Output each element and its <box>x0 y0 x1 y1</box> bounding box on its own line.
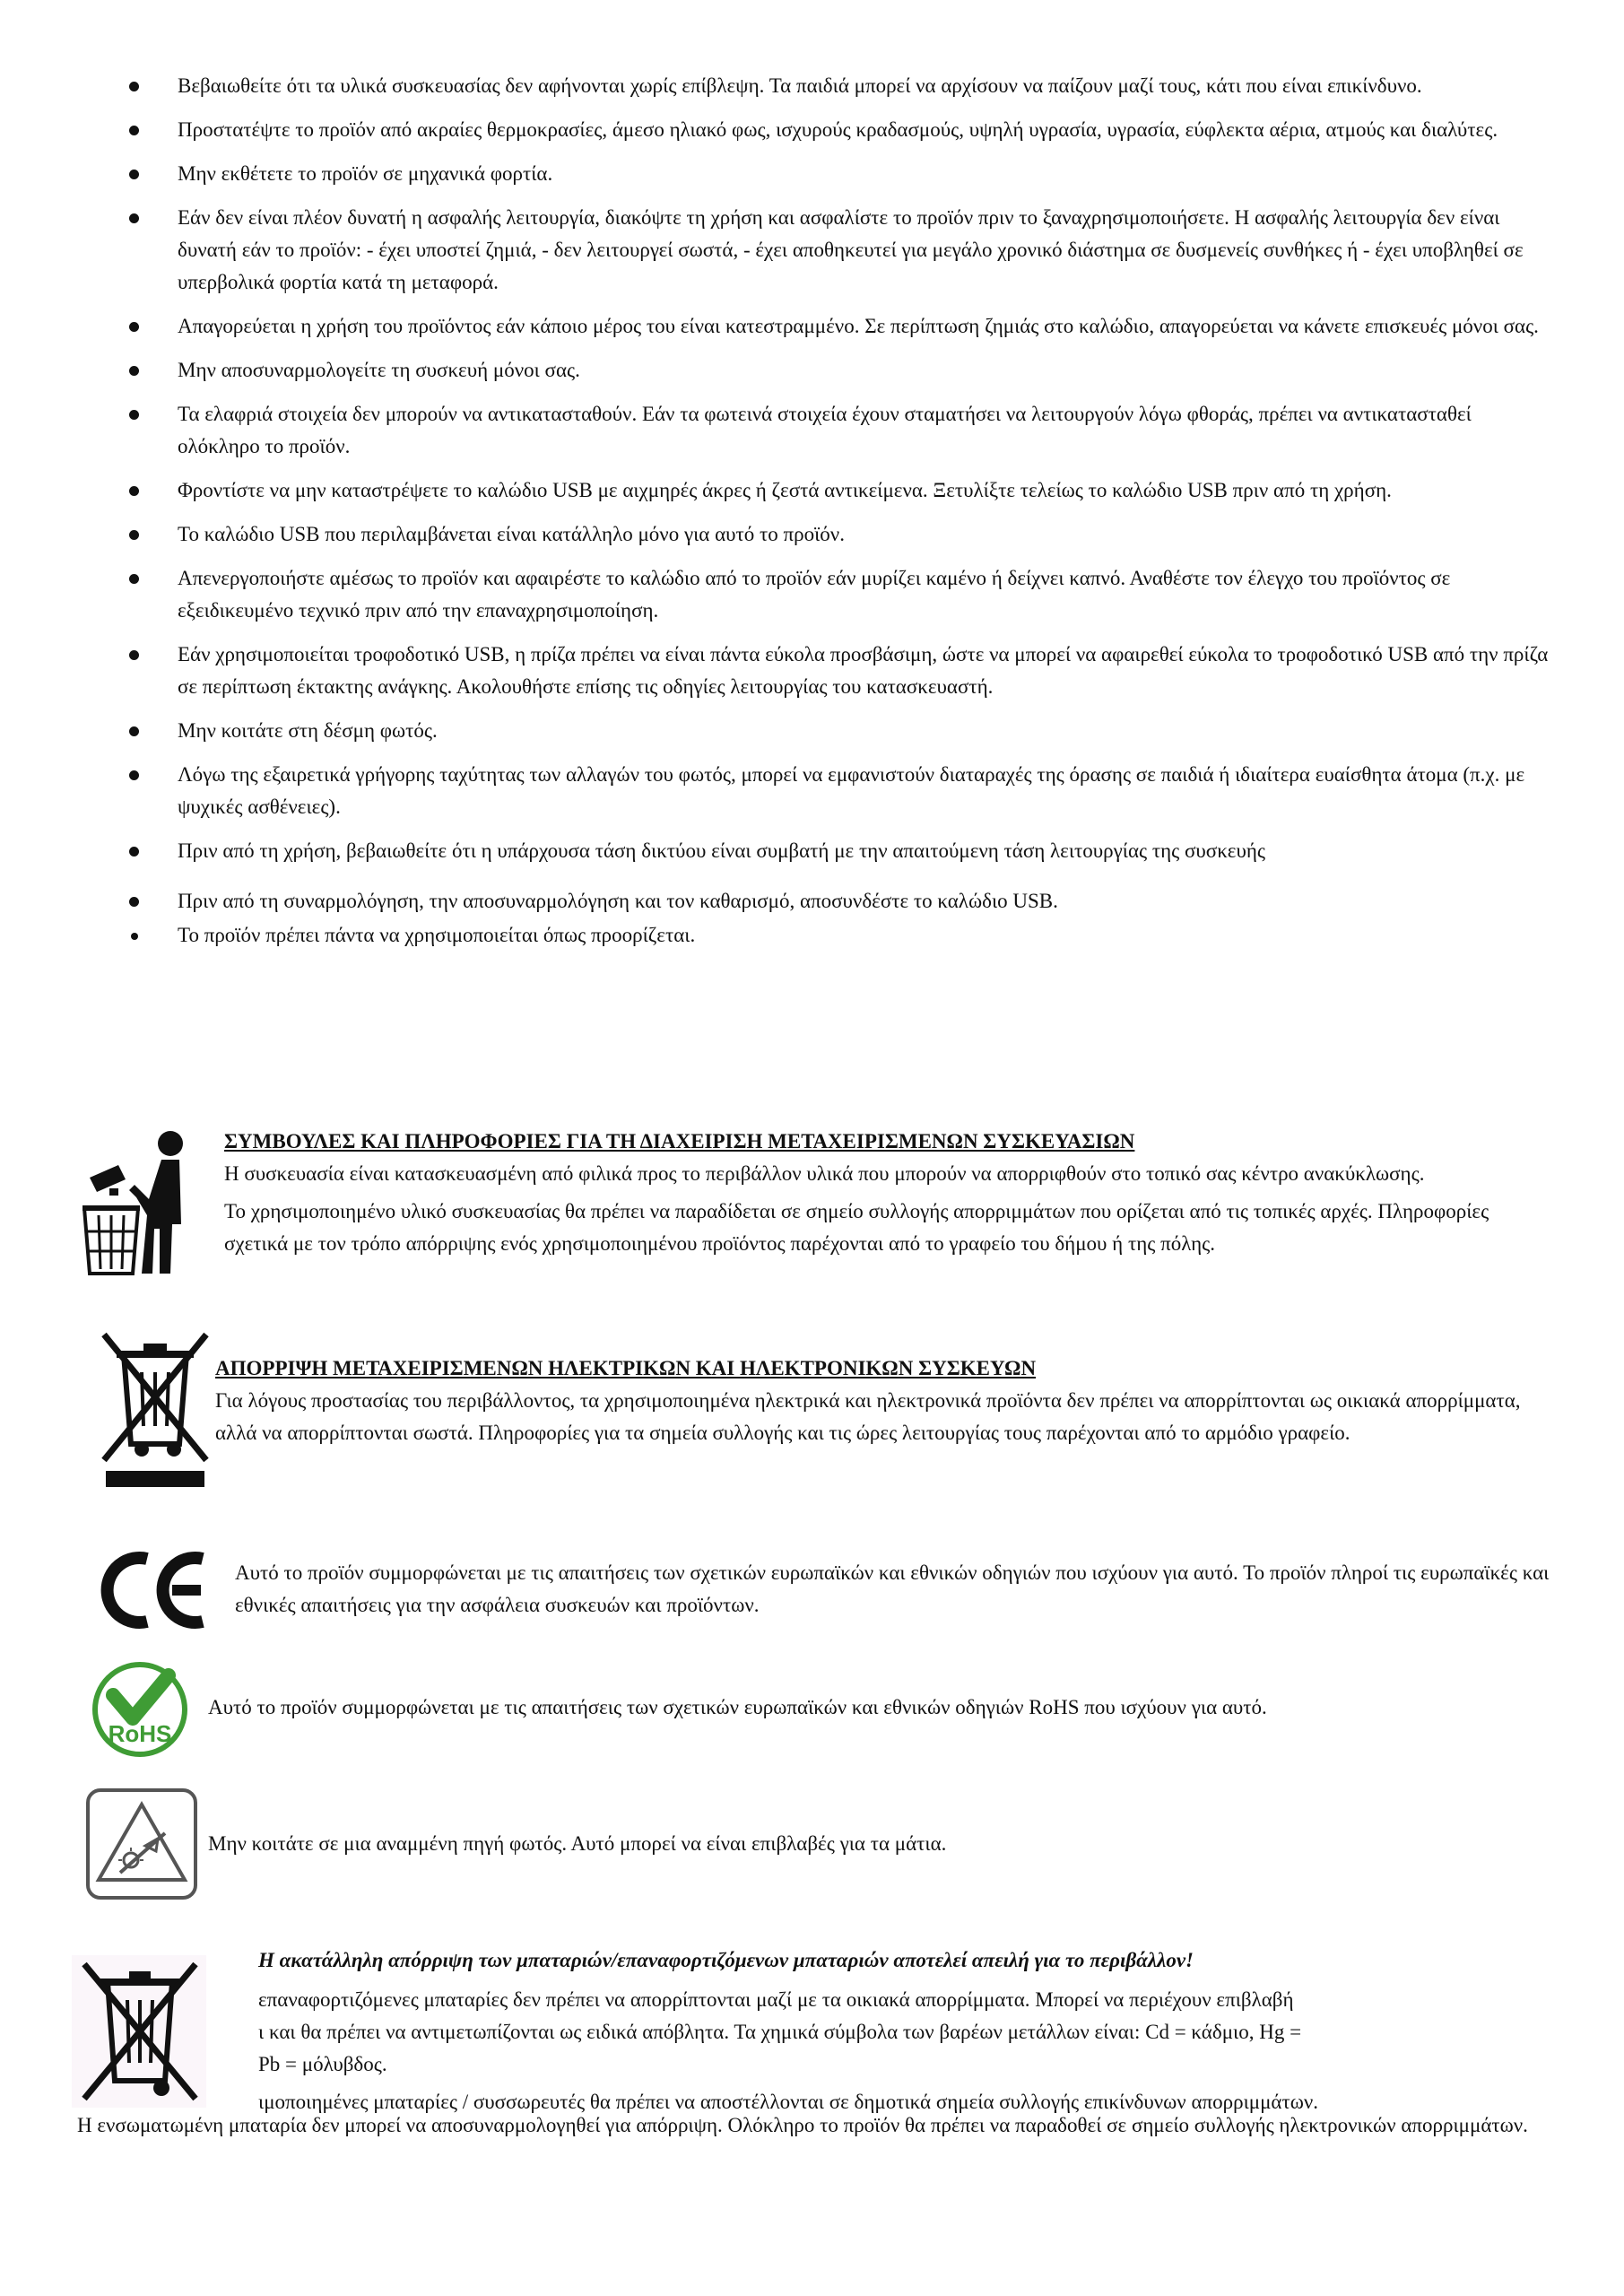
bullet-item: Πριν από τη χρήση, βεβαιωθείτε ότι η υπάρχουσα τάση δικτύου είναι συμβατή με την απαιτούμενη τάση λειτουργίας της συσκευής <box>126 835 1551 867</box>
bullet-item: Το προϊόν πρέπει πάντα να χρησιμοποιείται όπως προορίζεται. <box>126 919 1551 952</box>
rohs-section <box>208 1692 1553 1729</box>
rohs-icon <box>90 1659 190 1760</box>
rohs-paragraph: Αυτό το προϊόν συμμορφώνεται με τις απαιτήσεις των σχετικών ευρωπαϊκών και εθνικών οδηγιών RoHS που ισχύουν για αυτό. <box>208 1696 1267 1718</box>
battery-line: ιμοποιημένες μπαταρίες / συσσωρευτές θα πρέπει να αποστέλλονται σε δημοτικά σημεία συλλογής επικίνδυνων απορριμμάτων. <box>258 2091 1318 2113</box>
battery-embedded-paragraph: Η ενσωματωμένη μπαταρία δεν μπορεί να αποσυναρμολογηθεί για απόρριψη. Ολόκληρο το προϊόν θα πρέπει να παραδοθεί σε σημείο συλλογής ηλεκτρονικών απορριμμάτων. <box>77 2114 1528 2136</box>
litter-bin-icon <box>83 1126 201 1278</box>
bullet-dot <box>129 213 139 223</box>
bullet-item: Μην εκθέτετε το προϊόν σε μηχανικά φορτία. <box>126 158 1551 190</box>
bullet-dot <box>129 410 139 420</box>
packaging-section <box>224 1126 1551 1265</box>
safety-bullet-list <box>126 70 1551 963</box>
battery-section <box>258 1944 1550 2118</box>
bullet-item: Λόγω της εξαιρετικά γρήγορης ταχύτητας των αλλαγών του φωτός, μπορεί να εμφανιστούν διαταραχές της όρασης σε παιδιά ή ιδιαίτερα ευαίσθητα άτομα (π.χ. με ψυχικές ασθένειες). <box>126 759 1551 823</box>
bullet-item: Φροντίστε να μην καταστρέψετε το καλώδιο USB με αιχμηρές άκρες ή ζεστά αντικείμενα. Ξετυλίξτε τελείως το καλώδιο USB πριν από τη χρήση. <box>126 474 1551 507</box>
bullet-item: Βεβαιωθείτε ότι τα υλικά συσκευασίας δεν αφήνονται χωρίς επίβλεψη. Τα παιδιά μπορεί να αρχίσουν να παίζουν μαζί τους, κάτι που είναι επικίνδυνο. <box>126 70 1551 102</box>
weee-paragraph: Για λόγους προστασίας του περιβάλλοντος, τα χρησιμοποιημένα ηλεκτρικά και ηλεκτρονικά προϊόντα δεν πρέπει να απορρίπτονται ως οικιακά απορρίμματα, αλλά να απορρίπτονται σωστά. Πληροφορίες για τα σημεία συλλογής και τις ώρες λειτουργίας τους παρέχονται από το αρμόδιο γραφείο. <box>215 1389 1521 1444</box>
ce-paragraph: Αυτό το προϊόν συμμορφώνεται με τις απαιτήσεις των σχετικών ευρωπαϊκών και εθνικών οδηγιών που ισχύουν για αυτό. Το προϊόν πληροί τις ευρωπαϊκές και εθνικές απαιτήσεις για την ασφάλεια συσκευών και προϊόντων. <box>235 1561 1550 1616</box>
bullet-item: Απαγορεύεται η χρήση του προϊόντος εάν κάποιο μέρος του είναι κατεστραμμένο. Σε περίπτωση ζημιάς στο καλώδιο, απαγορεύεται να κάνετε επισκευές μόνοι σας. <box>126 310 1551 343</box>
packaging-paragraph: Το χρησιμοποιημένο υλικό συσκευασίας θα πρέπει να παραδίδεται σε σημείο συλλογής απορριμμάτων που ορίζεται από τις τοπικές αρχές. Πληροφορίες σχετικά με τον τρόπο απόρριψης ενός χρησιμοποιημένου προϊόντος παρέχονται από το γραφείο του δήμου ή της πόλης. <box>224 1200 1489 1255</box>
bullet-dot <box>129 322 139 332</box>
crossed-out-battery-bin-icon <box>72 1955 206 2108</box>
battery-line: επαναφορτιζόμενες μπαταρίες δεν πρέπει να απορρίπτονται μαζί με τα οικιακά απορρίμματα. Μπορεί να περιέχουν επιβλαβή <box>258 1988 1294 2011</box>
bullet-item: Εάν χρησιμοποιείται τροφοδοτικό USB, η πρίζα πρέπει να είναι πάντα εύκολα προσβάσιμη, ώστε να μπορεί να αφαιρεθεί εύκολα το τροφοδοτικό USB από την πρίζα σε περίπτωση έκτακτης ανάγκης. Ακολουθήστε επίσης τις οδηγίες λειτουργίας του κατασκευαστή. <box>126 639 1551 703</box>
ce-mark-icon <box>97 1550 210 1631</box>
bullet-item: Το καλώδιο USB που περιλαμβάνεται είναι κατάλληλο μόνο για αυτό το προϊόν. <box>126 518 1551 551</box>
bullet-dot <box>129 574 139 584</box>
bullet-item: Εάν δεν είναι πλέον δυνατή η ασφαλής λειτουργία, διακόψτε τη χρήση και ασφαλίστε το προϊόν πριν το ξαναχρησιμοποιήσετε. Η ασφαλής λειτουργία δεν είναι δυνατή εάν το προϊόν: - έχει υποστεί ζημιά, - δεν λειτουργεί σωστά, - έχει αποθηκευτεί για μεγάλο χρονικό διάστημα σε δυσμενείς συνθήκες ή - έχει υποβληθεί σε υπερβολικά φορτία κατά τη μεταφορά. <box>126 202 1551 299</box>
bullet-dot <box>129 530 139 540</box>
light-section <box>208 1828 1553 1866</box>
ce-section <box>235 1557 1553 1627</box>
bullet-dot <box>129 726 139 736</box>
bullet-dot <box>129 82 139 91</box>
light-warning-icon <box>84 1787 199 1901</box>
weee-section <box>215 1352 1551 1455</box>
weee-heading: ΑΠΟΡΡΙΨΗ ΜΕΤΑΧΕΙΡΙΣΜΕΝΩΝ ΗΛΕΚΤΡΙΚΩΝ ΚΑΙ ΗΛΕΚΤΡΟΝΙΚΩΝ ΣΥΣΚΕΥΩΝ <box>215 1357 1037 1379</box>
light-paragraph: Μην κοιτάτε σε μια αναμμένη πηγή φωτός. Αυτό μπορεί να είναι επιβλαβές για τα μάτια. <box>208 1832 947 1855</box>
bullet-dot <box>129 847 139 857</box>
bullet-item: Μην αποσυναρμολογείτε τη συσκευή μόνοι σας. <box>126 354 1551 387</box>
battery-heading: Η ακατάλληλη απόρριψη των μπαταριών/επαναφορτιζόμενων μπαταριών αποτελεί απειλή για το περιβάλλον! <box>258 1949 1194 1971</box>
bullet-item: Απενεργοποιήστε αμέσως το προϊόν και αφαιρέστε το καλώδιο από το προϊόν εάν μυρίζει καμένο ή δείχνει καπνό. Αναθέστε τον έλεγχο του προϊόντος σε εξειδικευμένο τεχνικό πριν από την επαναχρησιμοποίηση. <box>126 562 1551 627</box>
bullet-dot <box>129 650 139 660</box>
bullet-dot <box>129 770 139 780</box>
bullet-item: Πριν από τη συναρμολόγηση, την αποσυναρμολόγηση και τον καθαρισμό, αποσυνδέστε το καλώδιο USB. <box>126 885 1551 918</box>
bullet-dot <box>129 126 139 135</box>
bullet-dot <box>129 366 139 376</box>
battery-line: Pb = μόλυβδος. <box>258 2053 387 2075</box>
rohs-label: RoHS <box>108 1720 172 1747</box>
bullet-dot <box>129 897 139 907</box>
battery-line: ι και θα πρέπει να αντιμετωπίζονται ως ειδικά απόβλητα. Τα χημικά σύμβολα των βαρέων μετάλλων είναι: Cd = κάδμιο, Hg = <box>258 2021 1302 2043</box>
bullet-dot <box>129 486 139 496</box>
bullet-dot <box>129 170 139 179</box>
packaging-heading: ΣΥΜΒΟΥΛΕΣ ΚΑΙ ΠΛΗΡΟΦΟΡΙΕΣ ΓΙΑ ΤΗ ΔΙΑΧΕΙΡΙΣΗ ΜΕΤΑΧΕΙΡΙΣΜΕΝΩΝ ΣΥΣΚΕΥΑΣΙΩΝ <box>224 1130 1135 1152</box>
bullet-dot <box>131 933 138 940</box>
bullet-item: Μην κοιτάτε στη δέσμη φωτός. <box>126 715 1551 747</box>
bullet-item: Προστατέψτε το προϊόν από ακραίες θερμοκρασίες, άμεσο ηλιακό φως, ισχυρούς κραδασμούς, υψηλή υγρασία, υγρασία, εύφλεκτα αέρια, ατμούς και διαλύτες. <box>126 114 1551 146</box>
packaging-paragraph: Η συσκευασία είναι κατασκευασμένη από φιλικά προς το περιβάλλον υλικά που μπορούν να απορριφθούν στο τοπικό σας κέντρο ανακύκλωσης. <box>224 1162 1425 1185</box>
crossed-out-bin-icon <box>97 1327 213 1489</box>
bullet-item: Τα ελαφριά στοιχεία δεν μπορούν να αντικατασταθούν. Εάν τα φωτεινά στοιχεία έχουν σταματήσει να λειτουργούν λόγω φθοράς, πρέπει να αντικατασταθεί ολόκληρο το προϊόν. <box>126 398 1551 463</box>
